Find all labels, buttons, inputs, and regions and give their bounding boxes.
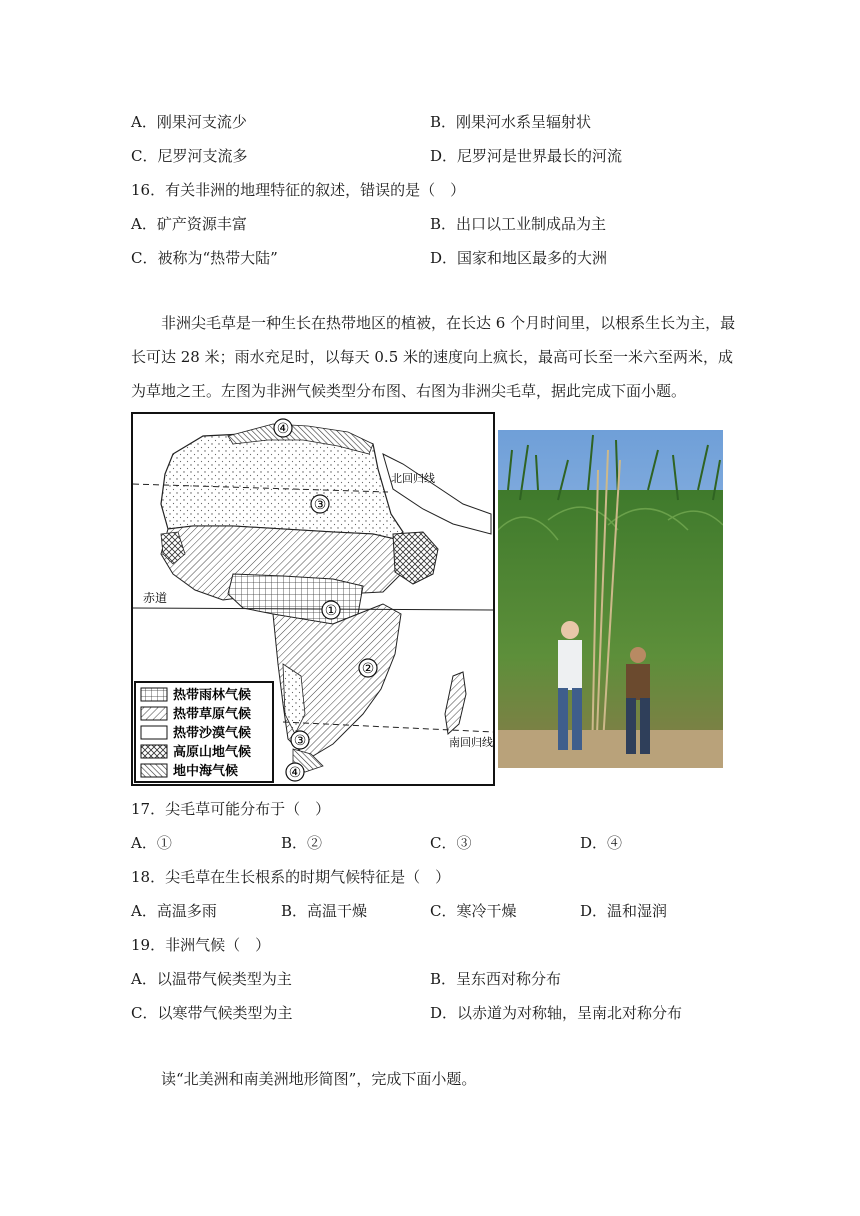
elephant-grass-photo: [498, 430, 723, 768]
legend-label-mediterranean: 地中海气候: [173, 764, 239, 779]
legend-swatch-desert: [141, 726, 167, 739]
legend-swatch-rainforest: [141, 688, 167, 701]
tropic-north-label: 北回归线: [391, 472, 435, 485]
legend-swatch-savanna: [141, 707, 167, 720]
q17-option-a: A．①: [131, 834, 172, 852]
legend-swatch-highland: [141, 745, 167, 758]
madagascar: [445, 672, 466, 734]
q18-option-d: D．温和湿润: [580, 902, 668, 920]
q15-option-d: D．尼罗河是世界最长的河流: [430, 147, 623, 165]
highland-zone: [393, 532, 438, 584]
q16-option-b: B．出口以工业制成品为主: [430, 215, 607, 233]
closing-instruction: 读“北美洲和南美洲地形简图”，完成下面小题。: [161, 1070, 477, 1088]
passage-paragraph: 非洲尖毛草是一种生长在热带地区的植被，在长达 6 个月时间里，以根系生长为主，最长可达 28 米；雨水充足时，以每天 0.5 米的速度向上疯长，最高可长至一米六至两米，成为草地之王。左图为非洲气候类型分布图、右图为非洲尖毛草，据此完成下面小题。: [131, 314, 736, 400]
marker-4-south: [286, 763, 304, 781]
q18-option-c: C．寒冷干燥: [430, 902, 517, 920]
rainforest-zone: [228, 574, 363, 624]
africa-map-svg: [133, 414, 493, 784]
tropic-south-label: 南回归线: [449, 736, 493, 749]
svg-text:④: ④: [276, 421, 290, 437]
q15-option-b: B．刚果河水系呈辐射状: [430, 113, 592, 131]
legend-label-desert: 热带沙漠气候: [173, 726, 252, 741]
map-legend: [135, 682, 273, 782]
q16-option-a: A．矿产资源丰富: [131, 215, 247, 233]
q17-option-b: B．②: [281, 834, 323, 852]
svg-text:③: ③: [293, 733, 307, 749]
q15-option-c: C．尼罗河支流多: [131, 147, 248, 165]
legend-label-highland: 高原山地气候: [173, 745, 252, 760]
q19-option-d: D．以赤道为对称轴，呈南北对称分布: [430, 1004, 683, 1022]
marker-1: [322, 601, 340, 619]
marker-3-north: [311, 495, 329, 513]
q16-option-d: D．国家和地区最多的大洲: [430, 249, 608, 267]
svg-text:①: ①: [324, 603, 338, 619]
q18-stem: 18．尖毛草在生长根系的时期气候特征是（ ）: [131, 868, 451, 886]
svg-text:④: ④: [288, 765, 302, 781]
q16-stem: 16．有关非洲的地理特征的叙述，错误的是（ ）: [131, 181, 466, 199]
svg-text:③: ③: [313, 497, 327, 513]
q18-option-a: A．高温多雨: [131, 902, 217, 920]
q19-option-a: A．以温带气候类型为主: [131, 970, 292, 988]
q17-option-c: C．③: [430, 834, 472, 852]
q17-stem: 17．尖毛草可能分布于（ ）: [131, 800, 331, 818]
marker-2: [359, 659, 377, 677]
africa-climate-map: [131, 412, 495, 786]
svg-text:②: ②: [361, 661, 375, 677]
marker-3-south: [291, 731, 309, 749]
photo-svg: [498, 430, 723, 768]
q19-option-c: C．以寒带气候类型为主: [131, 1004, 293, 1022]
q18-option-b: B．高温干燥: [281, 902, 368, 920]
q17-option-d: D．④: [580, 834, 623, 852]
legend-swatch-mediterranean: [141, 764, 167, 777]
q15-option-a: A．刚果河支流少: [131, 113, 247, 131]
legend-label-savanna: 热带草原气候: [173, 707, 252, 722]
q16-option-c: C．被称为“热带大陆”: [131, 249, 278, 267]
marker-4-north: [274, 419, 292, 437]
equator-label: 赤道: [143, 591, 168, 605]
q19-stem: 19．非洲气候（ ）: [131, 936, 271, 954]
arabian-edge: [383, 454, 491, 534]
q19-option-b: B．呈东西对称分布: [430, 970, 562, 988]
legend-label-rainforest: 热带雨林气候: [173, 688, 252, 703]
